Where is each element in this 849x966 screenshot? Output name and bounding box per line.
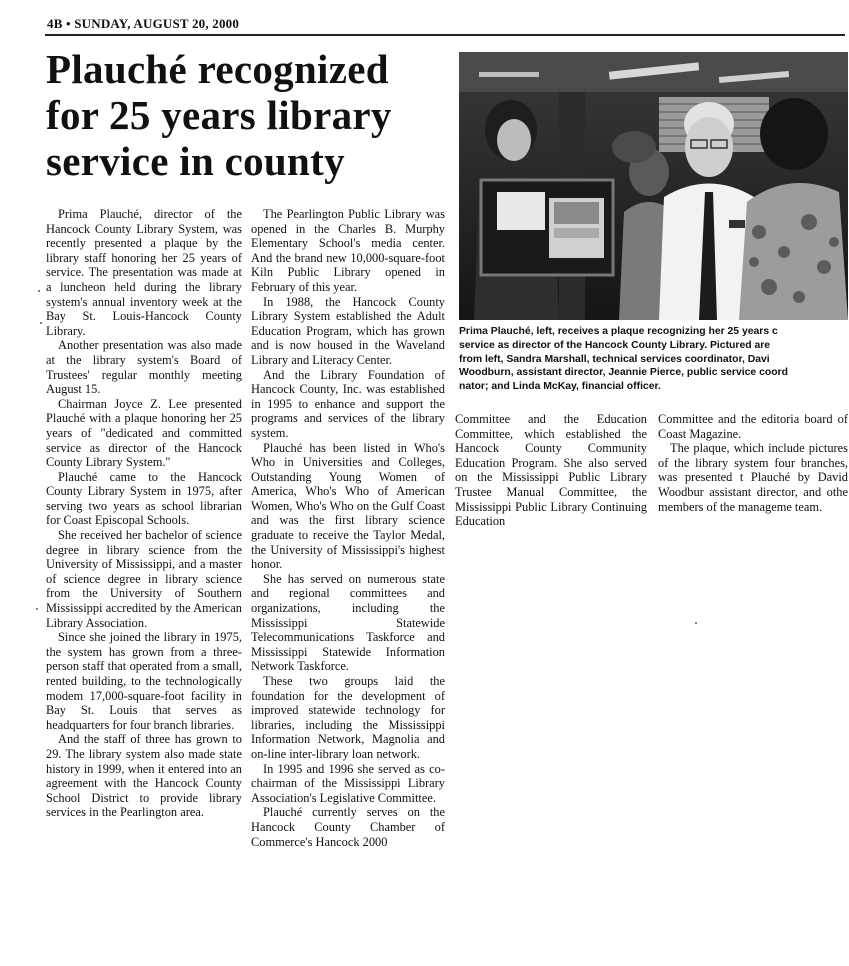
article-column-3 [455,412,647,529]
paragraph: She received her bachelor of science degree in library science from the University of Mississippi, and a master of science degree in library science from the University of Southern Mississippi accredited by the American Library Association. [46,528,242,630]
paragraph: Plauché came to the Hancock County Library System in 1975, after serving two years as school librarian for Coast Episcopal Schools. [46,469,242,528]
scan-speck [38,290,40,292]
headline-line-1: Plauché recognized [46,46,389,92]
article-column-4 [658,412,848,514]
paragraph: Chairman Joyce Z. Lee presented Plauché with a plaque honoring her 25 years of "dedicated and committed service as director of the Hancock County Library System." [46,396,242,470]
paragraph: The Pearlington Public Library was opened in the Charles B. Murphy Elementary School's media center. And the brand new 10,000-square-foot Kiln Public Library opened in February of this year. [251,207,445,294]
caption-line: Woodburn, assistant director, Jeannie Pierce, public service coord [459,367,788,379]
scan-speck [36,608,38,610]
photo-icon [459,52,848,320]
paragraph: She has served on numerous state and regional committees and organizations, including the Mississippi Statewide Telecommunications Taskforce and Mississippi Statewide Information Network Taskforce. [251,571,445,674]
dateline: 4B • SUNDAY, AUGUST 20, 2000 [47,16,240,31]
paragraph: And the Library Foundation of Hancock County, Inc. was established in 1995 to enhance and support the programs and services of the library system. [251,367,445,440]
paragraph: Plauché currently serves on the Hancock County Chamber of Commerce's Hancock 2000 [251,805,445,849]
header-rule [45,34,845,36]
paragraph: In 1988, the Hancock County Library System established the Adult Education Program, which has grown and is now housed in the Waveland Library and Literacy Center. [251,294,445,367]
paragraph: Since she joined the library in 1975, the system has grown from a three-person staff that operated from a small, rented building, to the technologically modem 17,000-square-foot facility in Bay St. Louis that serves as headquarters for four branch libraries. [46,630,242,732]
caption-line: nator; and Linda McKay, financial officer. [459,381,661,393]
news-photo [459,52,848,320]
paragraph: And the staff of three has grown to 29. The library system also made state history in 1999, when it entered into an agreement with the Hancock County School District to provide library services in the Pearlington area. [46,732,242,820]
paragraph: Another presentation was also made at the library system's Board of Trustees' regular monthly meeting August 15. [46,338,242,397]
headline-line-3: service in county [46,138,345,184]
caption-line: from left, Sandra Marshall, technical services coordinator, Davi [459,353,770,365]
scan-speck [695,622,697,624]
caption-line: Prima Plauché, left, receives a plaque recognizing her 25 years c [459,326,778,337]
paragraph: The plaque, which include pictures of the library system four branches, was presented t Plauché by David Woodbur assistant director, and othe members of the manageme team. [658,441,848,514]
paragraph: Committee and the Education Committee, which established the Hancock County Community Education Program. She also served on the Mississippi Public Library Trustee Manual Committee, the Mississippi Public Library Continuing Education [455,412,647,529]
photo-caption [459,325,848,394]
paragraph: Prima Plauché, director of the Hancock County Library System, was recently presented a plaque by the library staff honoring her 25 years of service. The presentation was made at a luncheon held during the library system's annual inventory week at the Bay St. Louis-Hancock County Library. [46,207,242,338]
caption-line: service as director of the Hancock County Library. Pictured are [459,339,771,351]
paragraph: These two groups laid the foundation for the development of improved statewide technology for libraries, including the Mississippi Information Network, Magnolia and on-line inter-library loan network. [251,674,445,761]
paragraph: Committee and the editoria board of Coast Magazine. [658,412,848,441]
article-column-1 [46,207,242,820]
article-column-2 [251,207,445,849]
paragraph: In 1995 and 1996 she served as co-chairman of the Mississippi Library Association's Legislative Committee. [251,761,445,805]
paragraph: Plauché has been listed in Who's Who in Universities and Colleges, Outstanding Young Women of America, Who's Who of American Women, Who's Who on the Gulf Coast and was the first library science graduate to receive the Taylor Medal, the University of Mississippi's highest honor. [251,440,445,572]
scan-speck [40,322,42,324]
headline [46,46,456,184]
headline-line-2: for 25 years library [46,92,392,138]
